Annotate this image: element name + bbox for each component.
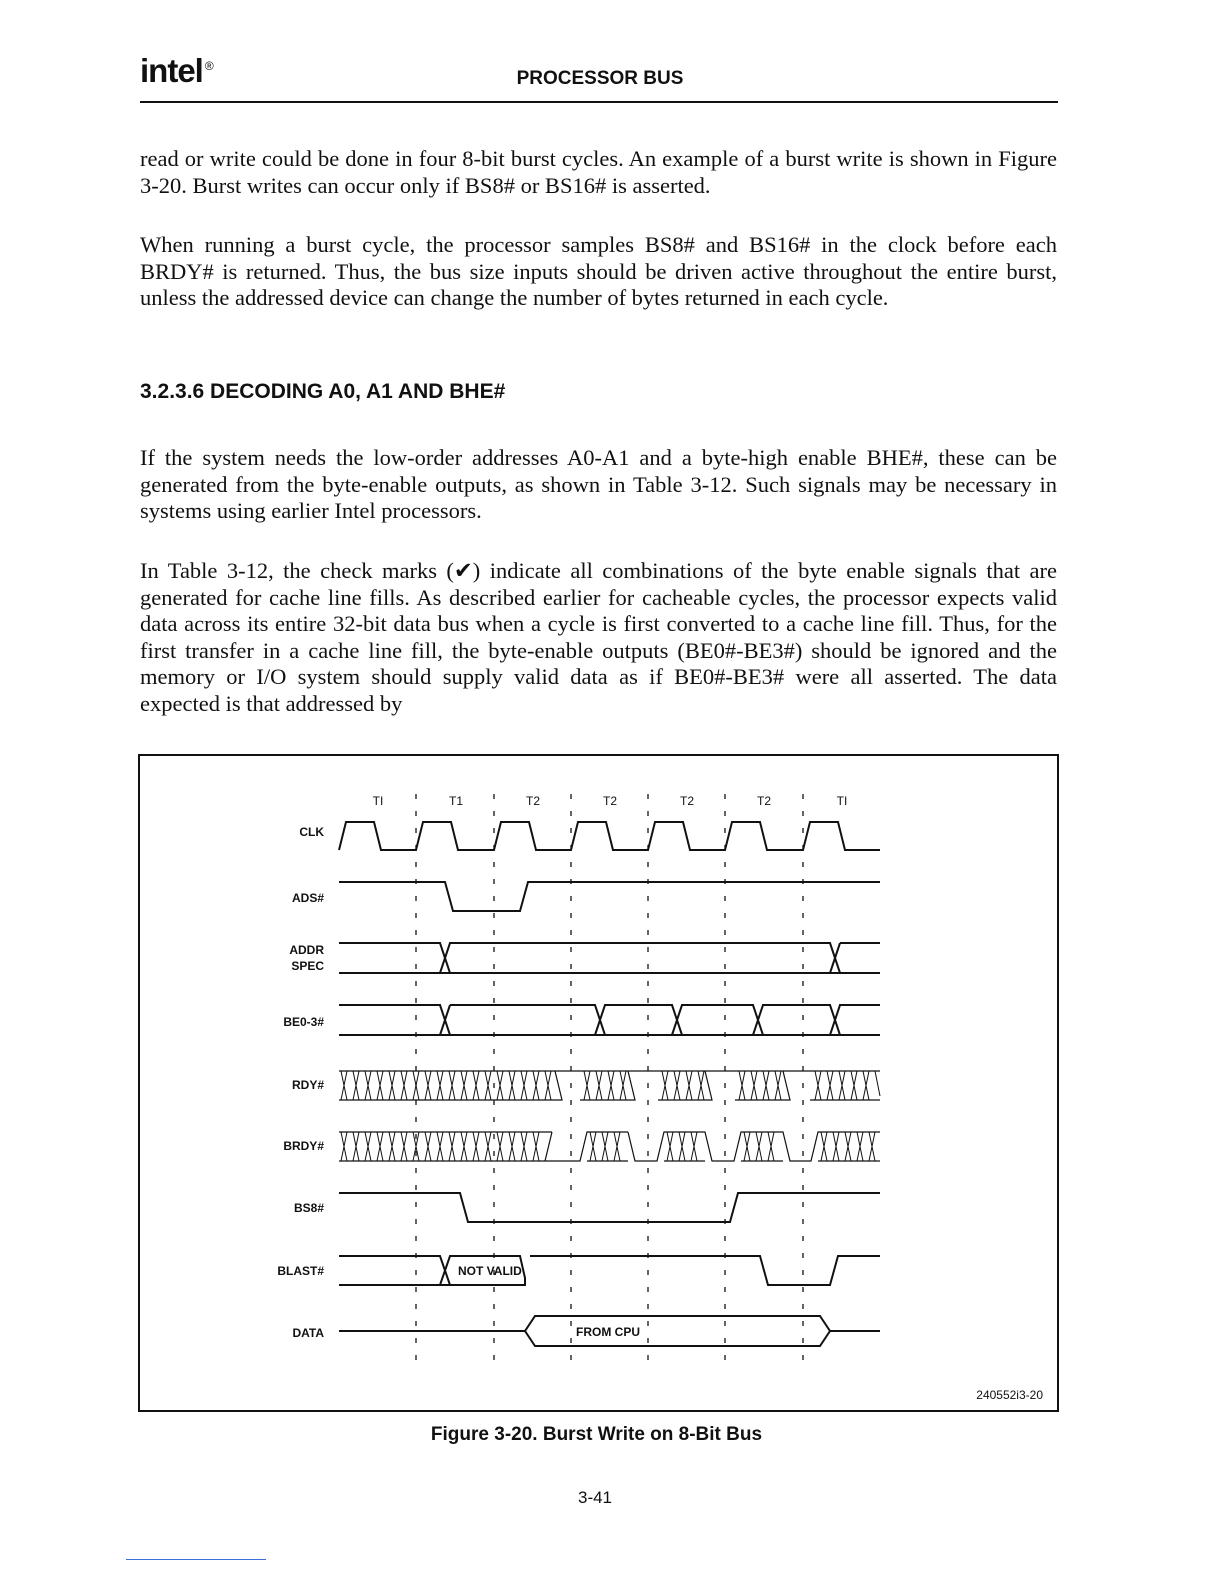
figure-caption: Figure 3-20. Burst Write on 8-Bit Bus xyxy=(430,1424,763,1445)
state-label: T2 xyxy=(679,794,695,808)
signal-label-be: BE0-3# xyxy=(283,1015,324,1029)
signal-label-blast: BLAST# xyxy=(277,1264,324,1278)
bottom-rule xyxy=(126,1559,266,1560)
timing-diagram xyxy=(140,756,1057,1410)
section-heading: 3.2.3.6 DECODING A0, A1 AND BHE# xyxy=(140,380,506,403)
signal-label-spec: SPEC xyxy=(291,959,324,973)
signal-label-ads: ADS# xyxy=(291,891,324,905)
signal-label-bs8: BS8# xyxy=(293,1201,324,1215)
paragraph-burst-cycle: When running a burst cycle, the processor samples BS8# and BS16# in the clock before each BRDY# is returned. Thus, the bus size inputs should be driven active throughout the entire burst, unless the addressed device can change the number of bytes returned in each cycle. xyxy=(140,232,1057,310)
waveform-segment xyxy=(341,1071,880,1100)
paragraph-burst-write: read or write could be done in four 8-bit burst cycles. An example of a burst write is shown in Figure 3-20. Burst writes can occur only if BS8# or BS16# is asserted. xyxy=(140,146,1057,198)
figure-code: 240552i3-20 xyxy=(976,1388,1043,1402)
state-label: T2 xyxy=(756,794,772,808)
bs8-waveform xyxy=(339,1193,880,1222)
registered-mark: ® xyxy=(204,59,213,73)
timing-diagram-figure xyxy=(138,754,1059,1412)
state-label: T2 xyxy=(525,794,541,808)
signal-label-brdy: BRDY# xyxy=(283,1139,324,1153)
blast-waveform xyxy=(339,1256,880,1285)
paragraph-decoding: If the system needs the low-order addresses A0-A1 and a byte-high enable BHE#, these can be generated from the byte-enable outputs, as shown in Table 3-12. Such signals may be necessary in systems using earlier Intel processors. xyxy=(140,445,1057,523)
from-cpu-label: FROM CPU xyxy=(576,1325,640,1339)
intel-logo: intel ® xyxy=(140,52,213,89)
ads-waveform xyxy=(339,882,880,911)
brdy-waveform xyxy=(339,1132,880,1161)
state-labels xyxy=(373,794,848,808)
rdy-waveform xyxy=(339,1071,880,1100)
signal-label-data: DATA xyxy=(292,1326,324,1340)
state-label: TI xyxy=(372,794,384,808)
be-waveform xyxy=(339,1005,880,1035)
paragraph-check-marks: In Table 3-12, the check marks (✔) indicate all combinations of the byte enable signals that are generated for cache line fills. As described earlier for cacheable cycles, the processor expects valid data across its entire 32-bit data bus when a cycle is first converted to a cache line fill. Thus, for the first transfer in a cache line fill, the byte-enable outputs (BE0#-BE3#) should be ignored and the memory or I/O system should supply valid data as if BE0#-BE3# were all asserted. The data expected is that addressed by xyxy=(140,558,1057,716)
addr-spec-waveform xyxy=(339,943,880,973)
waveform-segment xyxy=(341,1132,875,1161)
waveform-segment xyxy=(339,1071,880,1100)
clk-waveform xyxy=(339,822,880,850)
page-header-title: PROCESSOR BUS xyxy=(516,68,684,89)
signal-label-clk: CLK xyxy=(299,825,324,839)
waveform-segment xyxy=(339,1132,880,1161)
header-divider xyxy=(140,101,1058,103)
state-label: TI xyxy=(836,794,848,808)
signal-label-addr: ADDR xyxy=(289,943,324,957)
state-label: T2 xyxy=(602,794,618,808)
signal-labels xyxy=(277,825,324,1340)
state-label: T1 xyxy=(448,794,464,808)
signal-label-rdy: RDY# xyxy=(291,1078,324,1092)
page-number: 3-41 xyxy=(577,1488,613,1507)
not-valid-label: NOT VALID xyxy=(458,1264,522,1278)
